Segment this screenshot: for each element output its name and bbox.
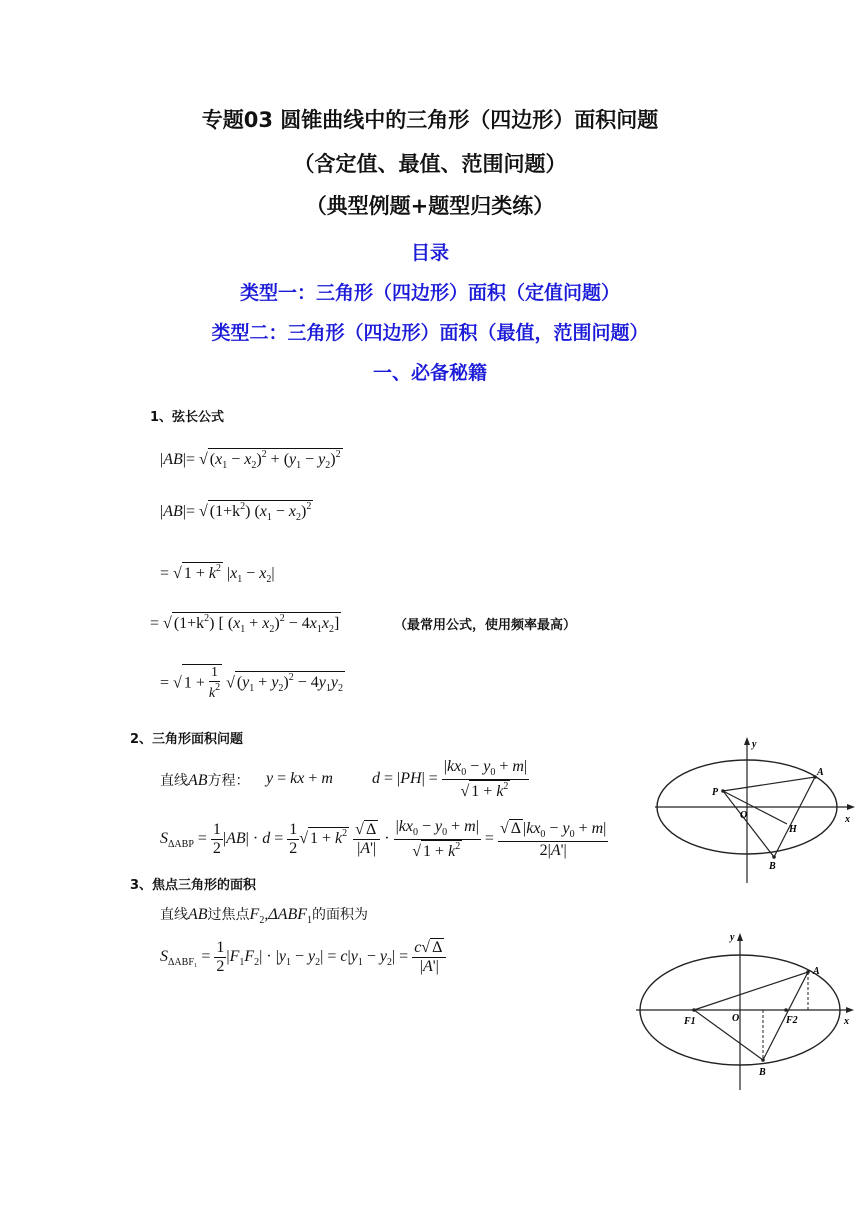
formula-chord-3: = √ $1 + k^2$ $|x_1 - x_2|$ bbox=[160, 563, 275, 585]
label-b: B bbox=[769, 861, 776, 872]
label-x: x bbox=[844, 1016, 849, 1027]
desc-prefix: 直线 bbox=[160, 907, 188, 923]
formula-area-abp: $S_{\Delta ABP}$ = $\frac{1}{2}$ |AB| · d = $\frac{1}{2}$ √ $1 + k^2$ $\frac{√ \Delta}{|A'|}$ · $\frac{|kx_0 - y_0 + m|}{√ 1 + k^2}$ = $\frac{√ \Delta |kx_0 - y_0 + m|}{2|A'|}$ bbox=[160, 818, 607, 860]
desc-suffix: 的面积为 bbox=[312, 907, 369, 923]
formula-line-eq: y = kx + m bbox=[266, 770, 333, 787]
desc-triangle: ,ΔABF bbox=[264, 906, 308, 923]
label-f2: F2 bbox=[786, 1015, 798, 1026]
label-a: A bbox=[817, 767, 824, 778]
focal-description bbox=[160, 904, 368, 926]
label-o: O bbox=[732, 1013, 740, 1024]
point-a bbox=[806, 970, 810, 974]
formula-distance: d = |PH| = $\frac{|kx_0 - y_0 + m|}{√ 1 + k^2}$ bbox=[372, 758, 528, 800]
ellipse-triangle-figure bbox=[655, 735, 855, 885]
label-p: P bbox=[712, 787, 719, 798]
label-b: B bbox=[759, 1067, 766, 1078]
toc-item-2[interactable]: 类型二：三角形（四边形）面积（最值，范围问题） bbox=[211, 322, 649, 344]
desc-focus: F bbox=[249, 906, 260, 923]
point-b bbox=[761, 1058, 765, 1062]
section-3-title: 3、焦点三角形的面积 bbox=[130, 878, 257, 893]
x-arrow-icon bbox=[847, 804, 855, 810]
formula-chord-4: = √ $(1+k^2)$ [ $(x_1 + x_2)^2 - 4x_1x_2$] bbox=[150, 613, 340, 635]
formula-chord-2: |AB|= √ $(1+k^2) (x_1 - x_2)^2$ bbox=[160, 501, 312, 523]
line-name: AB bbox=[188, 772, 208, 789]
line-suffix: 方程： bbox=[207, 773, 250, 789]
label-y: y bbox=[752, 739, 757, 750]
document-subtitle: （含定值、最值、范围问题） bbox=[293, 152, 567, 176]
label-a: A bbox=[813, 966, 820, 977]
document-subtitle-2: （典型例题+题型归类练） bbox=[305, 194, 555, 218]
label-x: x bbox=[845, 814, 850, 825]
formula-chord-1: |AB|= √ $(x_1 - x_2)^2 + (y_1 - y_2)^2$ bbox=[160, 449, 341, 471]
focal-triangle-figure bbox=[632, 928, 857, 1093]
point-f1 bbox=[692, 1008, 696, 1012]
desc-focus-sub: 2 bbox=[259, 915, 265, 926]
document-title: 专题03 圆锥曲线中的三角形（四边形）面积问题 bbox=[201, 108, 659, 132]
line-equation-label bbox=[160, 770, 250, 790]
y-arrow-icon bbox=[737, 933, 743, 941]
label-h: H bbox=[789, 824, 797, 835]
formula-focal-area: $S_{\Delta ABF_1}$ = $\frac{1}{2}$ $|F_1F_2| \cdot |y_1 - y_2| = c|y_1 - y_2|$ = $\frac{c√ \Delta}{|A'|}$ bbox=[160, 938, 446, 977]
line-label: 直线 bbox=[160, 773, 188, 789]
y-arrow-icon bbox=[744, 737, 750, 745]
formula-note: （最常用公式，使用频率最高） bbox=[394, 618, 577, 633]
point-p bbox=[721, 789, 725, 793]
section-2-title: 2、三角形面积问题 bbox=[130, 732, 244, 747]
desc-line: AB bbox=[188, 906, 208, 923]
desc-mid: 过焦点 bbox=[207, 907, 250, 923]
label-f1: F1 bbox=[684, 1016, 696, 1027]
toc-item-1[interactable]: 类型一：三角形（四边形）面积（定值问题） bbox=[239, 282, 620, 304]
section-1-title: 1、弦长公式 bbox=[150, 410, 225, 425]
label-o: O bbox=[740, 810, 748, 821]
x-arrow-icon bbox=[846, 1007, 854, 1013]
point-b bbox=[772, 855, 776, 859]
formula-chord-5: = √ 1 + $\frac{1}{k^2}$ √ $(y_1 + y_2)^2 - 4y_1y_2$ bbox=[160, 665, 343, 702]
desc-triangle-sub: 1 bbox=[307, 915, 313, 926]
label-y: y bbox=[730, 932, 735, 943]
toc-heading: 目录 bbox=[410, 242, 449, 264]
section-heading: 一、必备秘籍 bbox=[372, 362, 487, 384]
point-f2 bbox=[784, 1008, 788, 1012]
